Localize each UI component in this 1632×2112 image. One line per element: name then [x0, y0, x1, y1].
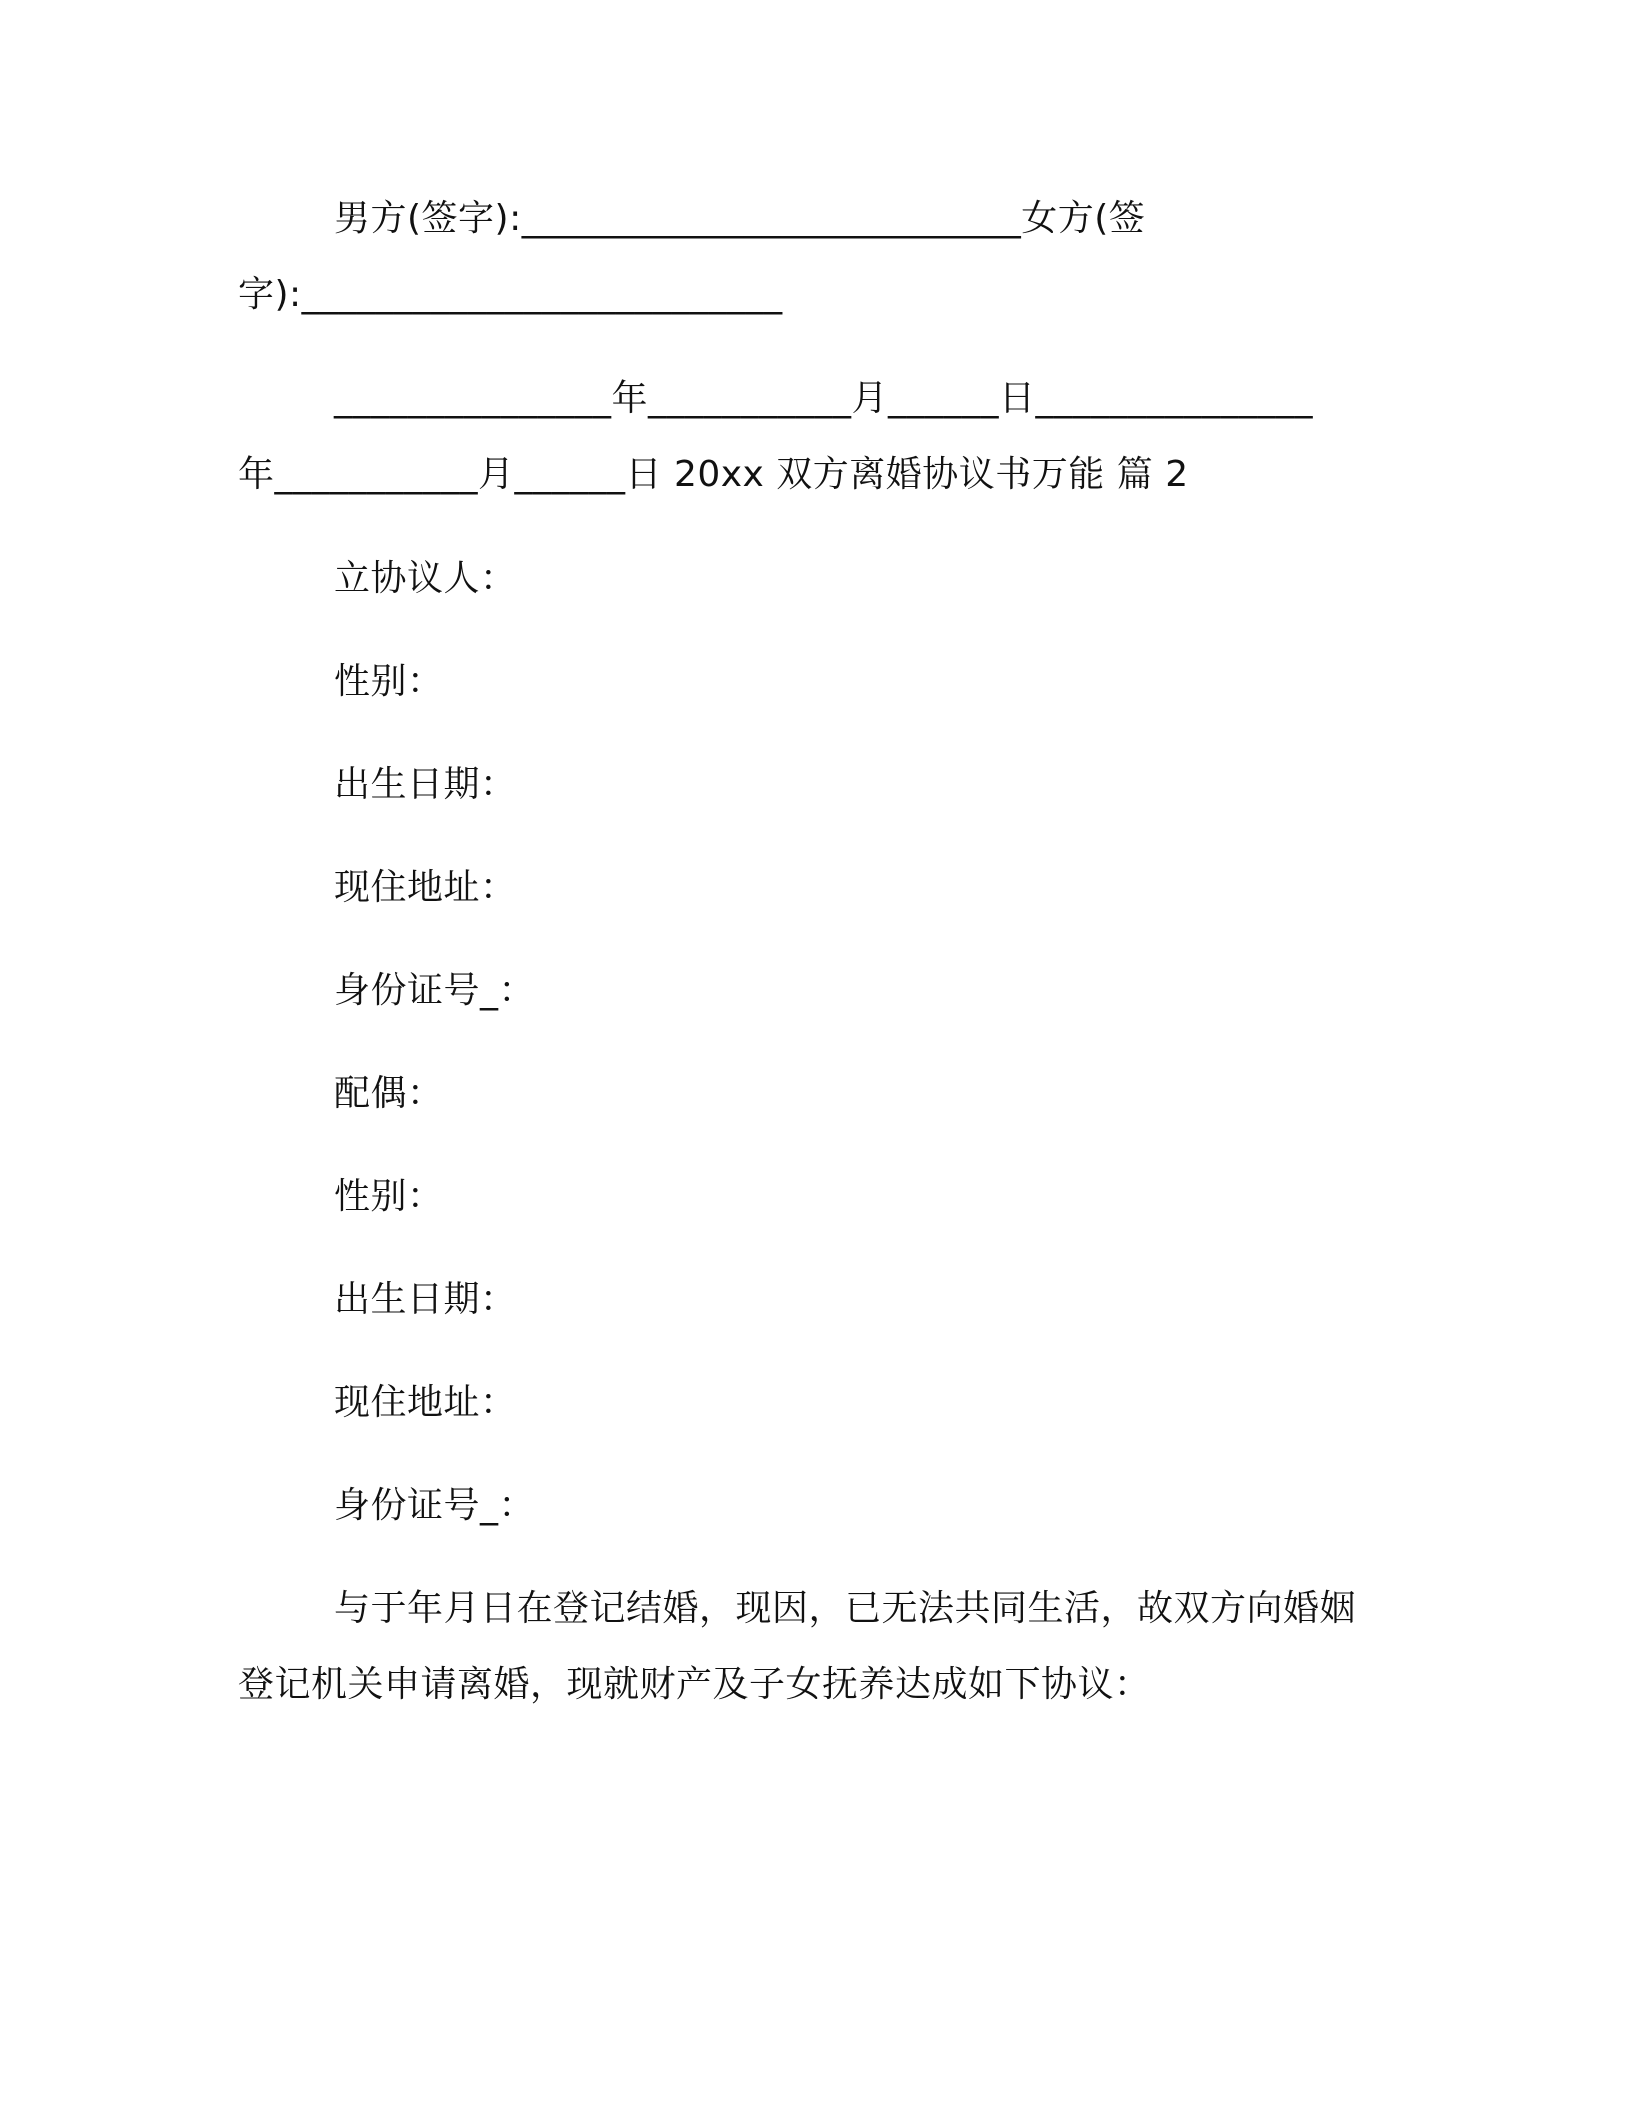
field-address: 现住地址：: [334, 867, 517, 908]
date-line-with-title: 年___________月______日 20xx 双方离婚协议书万能 篇 2: [238, 454, 1189, 495]
field-gender: 性别：: [334, 661, 444, 702]
signature-line-male: 男方(签字):___________________________女方(签: [334, 198, 1146, 239]
field-spouse-gender: 性别：: [334, 1176, 444, 1217]
agreement-paragraph-line-1: 与于年月日在登记结婚，现因，已无法共同生活，故双方向婚姻: [334, 1588, 1357, 1629]
field-spouse-id-number: 身份证号_：: [334, 1485, 536, 1526]
field-birth-date: 出生日期：: [334, 764, 517, 805]
field-party-name: 立协议人：: [334, 558, 517, 599]
field-spouse-address: 现住地址：: [334, 1382, 517, 1423]
field-id-number: 身份证号_：: [334, 970, 536, 1011]
agreement-paragraph-line-2: 登记机关申请离婚，现就财产及子女抚养达成如下协议：: [238, 1664, 1151, 1705]
field-spouse: 配偶：: [334, 1073, 444, 1114]
date-line: _______________年___________月______日_______________: [334, 378, 1313, 419]
field-spouse-birth-date: 出生日期：: [334, 1279, 517, 1320]
signature-line-female: 字):__________________________: [238, 274, 783, 315]
